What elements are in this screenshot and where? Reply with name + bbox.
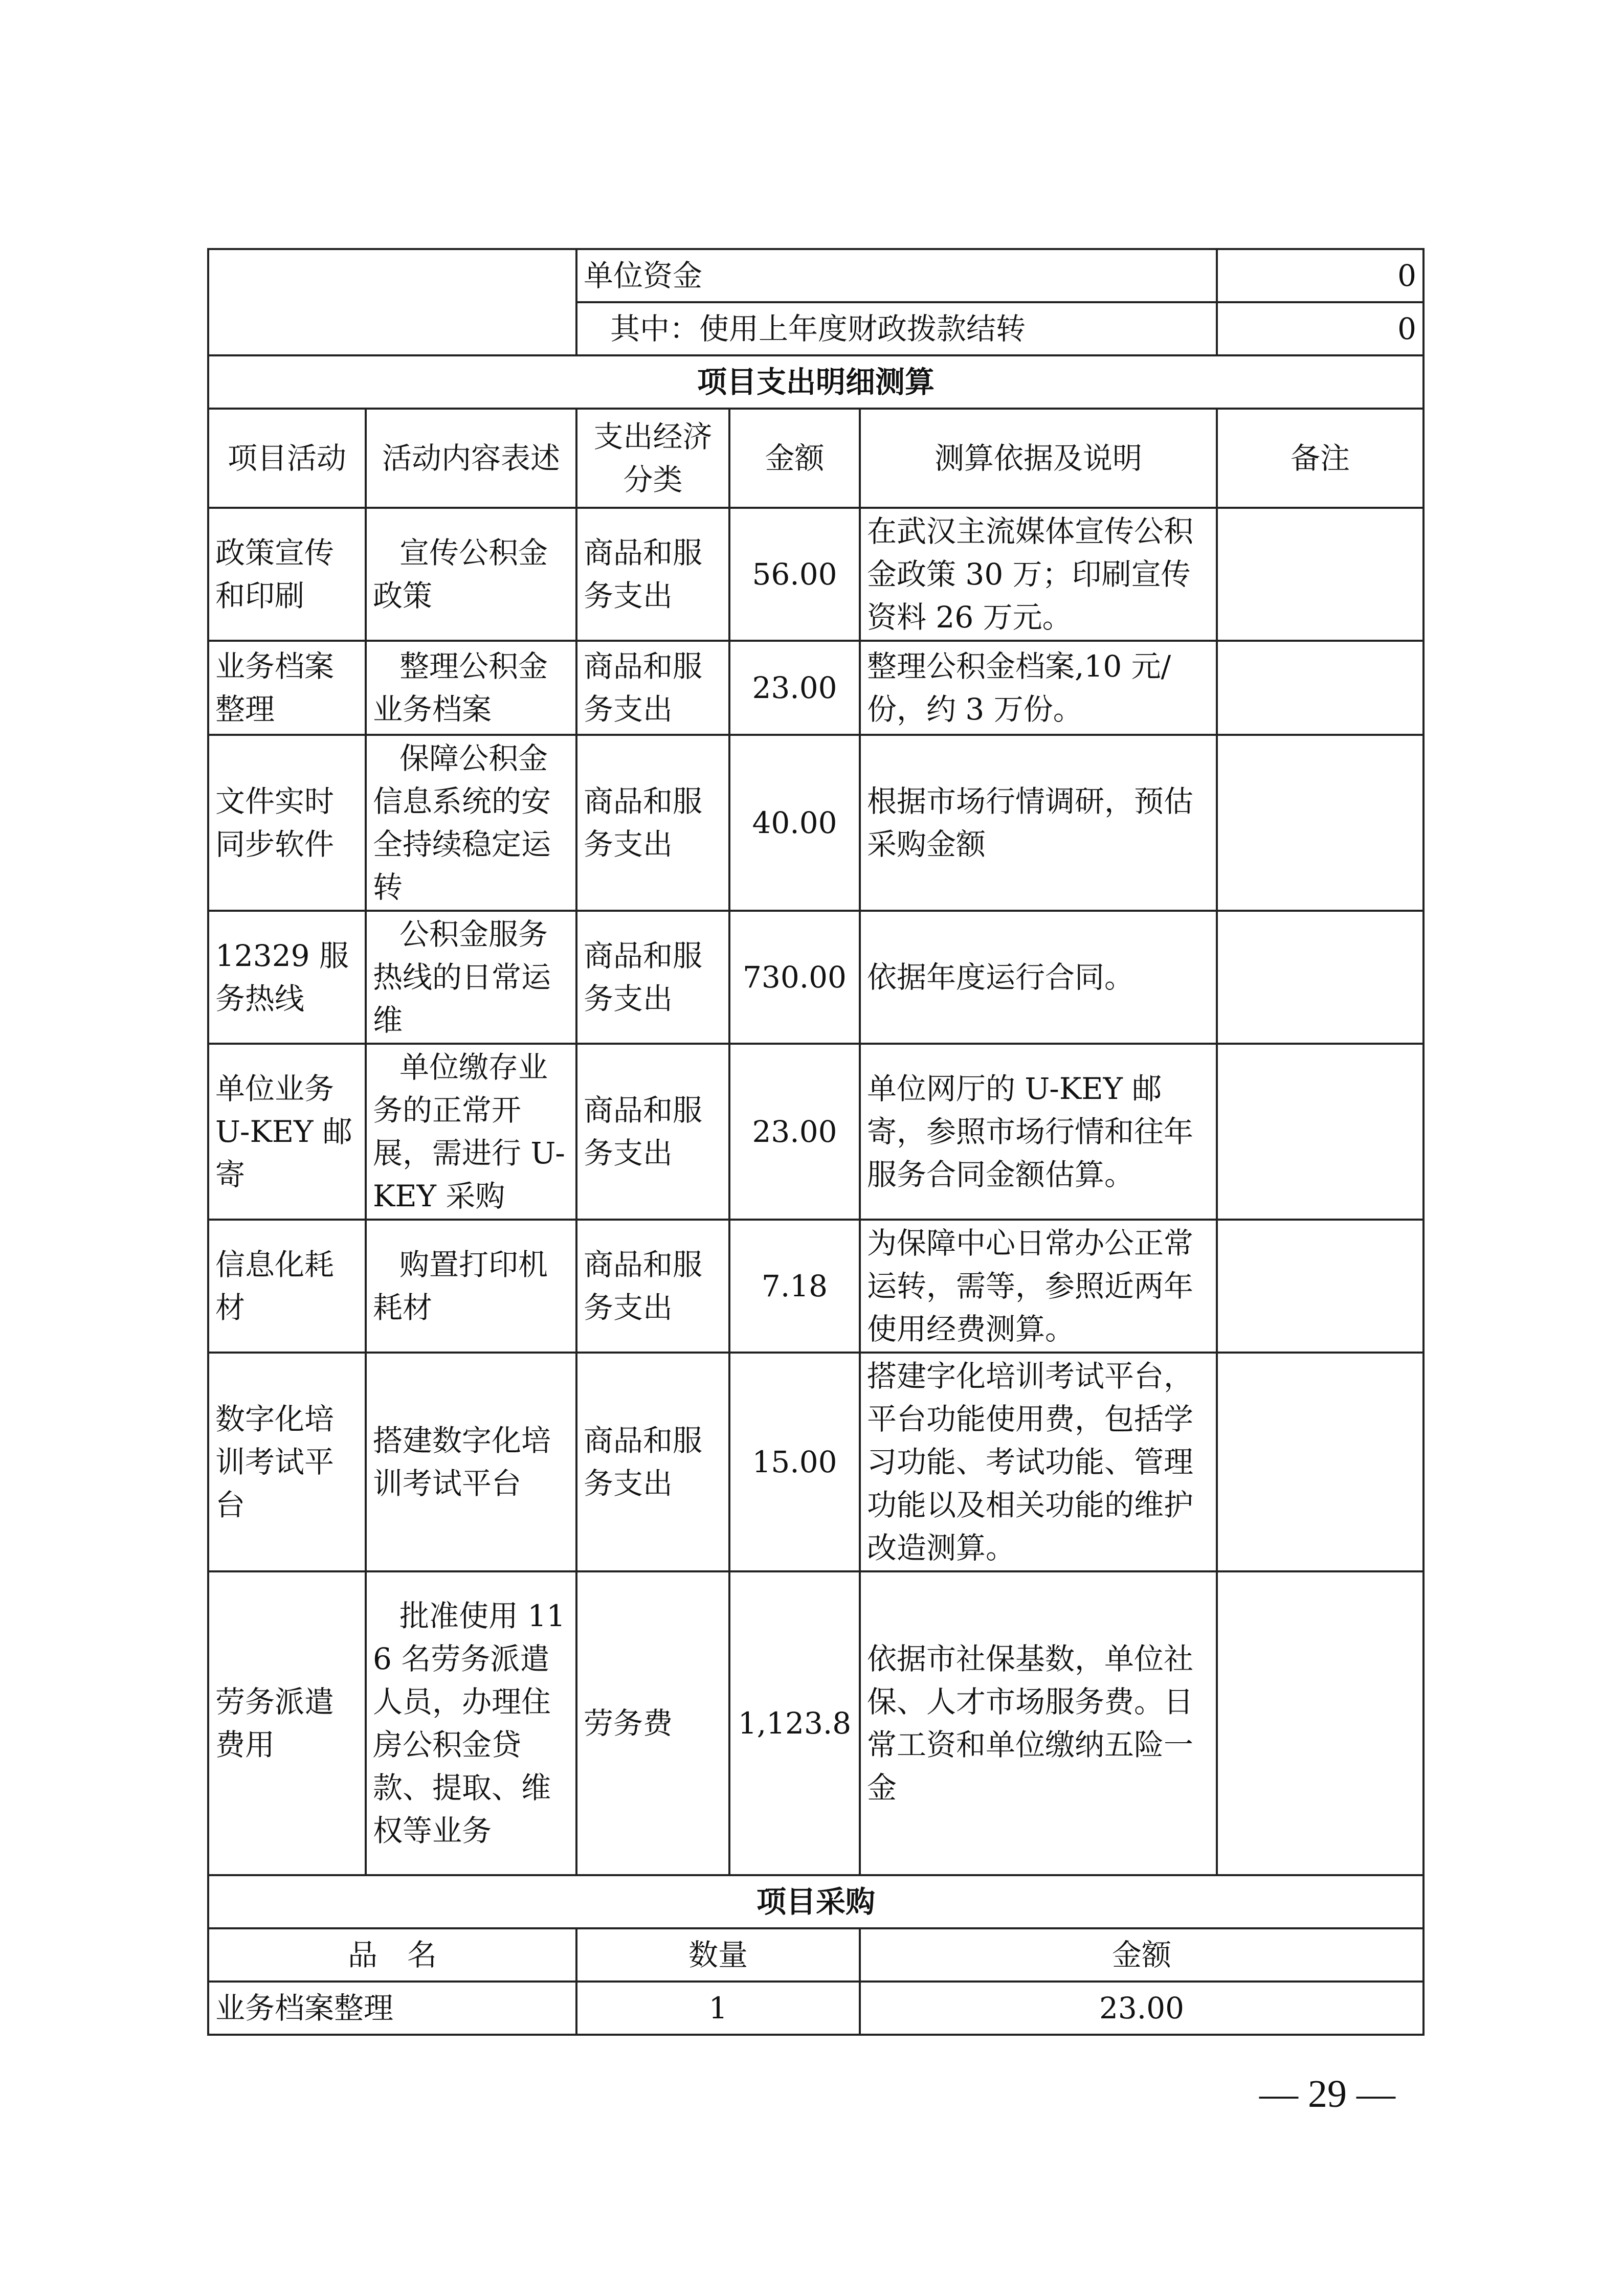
- description-cell: 购置打印机耗材: [366, 1220, 576, 1353]
- amount-cell: 23.00: [729, 641, 860, 735]
- remark-cell: [1217, 911, 1423, 1044]
- category-cell: 商品和服务支出: [576, 1044, 729, 1220]
- detail-title-row: [208, 355, 1423, 409]
- header-description: 活动内容表述: [366, 409, 576, 508]
- basis-cell: 在武汉主流媒体宣传公积金政策 30 万；印刷宣传资料 26 万元。: [860, 508, 1217, 641]
- activity-cell: 业务档案整理: [208, 641, 366, 735]
- table-row: [208, 508, 1423, 641]
- table-row: [208, 1220, 1423, 1353]
- procurement-header-name: 品 名: [208, 1928, 576, 1982]
- description-cell: 批准使用 116 名劳务派遣人员，办理住房公积金贷款、提取、维权等业务: [366, 1571, 576, 1875]
- unit-funds-row: [208, 249, 1423, 302]
- procurement-section-title: 项目采购: [208, 1875, 1423, 1928]
- category-cell: 商品和服务支出: [576, 508, 729, 641]
- basis-cell: 依据市社保基数，单位社保、人才市场服务费。日常工资和单位缴纳五险一金: [860, 1571, 1217, 1875]
- amount-cell: 15.00: [729, 1353, 860, 1571]
- description-cell: 整理公积金业务档案: [366, 641, 576, 735]
- detail-header-row: [208, 409, 1423, 508]
- description-cell: 保障公积金信息系统的安全持续稳定运转: [366, 735, 576, 911]
- remark-cell: [1217, 641, 1423, 735]
- basis-cell: 依据年度运行合同。: [860, 911, 1217, 1044]
- detail-section-title: 项目支出明细测算: [208, 355, 1423, 409]
- basis-cell: 整理公积金档案,10 元/份，约 3 万份。: [860, 641, 1217, 735]
- activity-cell: 12329 服务热线: [208, 911, 366, 1044]
- description-cell: 公积金服务热线的日常运维: [366, 911, 576, 1044]
- amount-cell: 7.18: [729, 1220, 860, 1353]
- procurement-header-row: [208, 1928, 1423, 1982]
- procurement-title-row: [208, 1875, 1423, 1928]
- header-remark: 备注: [1217, 409, 1423, 508]
- activity-cell: 单位业务 U-KEY 邮寄: [208, 1044, 366, 1220]
- remark-cell: [1217, 1571, 1423, 1875]
- table-row: [208, 1571, 1423, 1875]
- table-row: [208, 1044, 1423, 1220]
- procurement-header-amount: 金额: [860, 1928, 1423, 1982]
- category-cell: 商品和服务支出: [576, 735, 729, 911]
- activity-cell: 文件实时同步软件: [208, 735, 366, 911]
- procurement-header-quantity: 数量: [576, 1928, 860, 1982]
- page-number: — 29 —: [1259, 2073, 1395, 2115]
- category-cell: 劳务费: [576, 1571, 729, 1875]
- amount-cell: 23.00: [729, 1044, 860, 1220]
- basis-cell: 根据市场行情调研，预估采购金额: [860, 735, 1217, 911]
- remark-cell: [1217, 1220, 1423, 1353]
- unit-funds-label: 单位资金: [576, 249, 1217, 302]
- description-cell: 宣传公积金政策: [366, 508, 576, 641]
- header-basis: 测算依据及说明: [860, 409, 1217, 508]
- category-cell: 商品和服务支出: [576, 641, 729, 735]
- funding-blank-cell: [208, 249, 576, 355]
- description-cell: 单位缴存业务的正常开展，需进行 U-KEY 采购: [366, 1044, 576, 1220]
- category-cell: 商品和服务支出: [576, 1220, 729, 1353]
- procurement-row: [208, 1982, 1423, 2035]
- table-row: [208, 911, 1423, 1044]
- table-row: [208, 641, 1423, 735]
- carryover-value: 0: [1217, 302, 1423, 355]
- amount-cell: 56.00: [729, 508, 860, 641]
- remark-cell: [1217, 508, 1423, 641]
- unit-funds-value: 0: [1217, 249, 1423, 302]
- header-category: 支出经济分类: [576, 409, 729, 508]
- activity-cell: 信息化耗材: [208, 1220, 366, 1353]
- description-cell: 搭建数字化培训考试平台: [366, 1353, 576, 1571]
- remark-cell: [1217, 1044, 1423, 1220]
- procurement-amount-cell: 23.00: [860, 1982, 1423, 2035]
- amount-cell: 40.00: [729, 735, 860, 911]
- basis-cell: 搭建字化培训考试平台，平台功能使用费，包括学习功能、考试功能、管理功能以及相关功能的维护改造测算。: [860, 1353, 1217, 1571]
- basis-cell: 为保障中心日常办公正常运转，需等，参照近两年使用经费测算。: [860, 1220, 1217, 1353]
- table-row: [208, 1353, 1423, 1571]
- table-row: [208, 735, 1423, 911]
- remark-cell: [1217, 735, 1423, 911]
- procurement-quantity-cell: 1: [576, 1982, 860, 2035]
- amount-cell: 1,123.8: [729, 1571, 860, 1875]
- header-amount: 金额: [729, 409, 860, 508]
- remark-cell: [1217, 1353, 1423, 1571]
- budget-table: [207, 248, 1425, 2036]
- basis-cell: 单位网厅的 U-KEY 邮寄，参照市场行情和往年服务合同金额估算。: [860, 1044, 1217, 1220]
- header-activity: 项目活动: [208, 409, 366, 508]
- activity-cell: 劳务派遣费用: [208, 1571, 366, 1875]
- amount-cell: 730.00: [729, 911, 860, 1044]
- category-cell: 商品和服务支出: [576, 911, 729, 1044]
- carryover-label: 其中：使用上年度财政拨款结转: [576, 302, 1217, 355]
- activity-cell: 数字化培训考试平台: [208, 1353, 366, 1571]
- category-cell: 商品和服务支出: [576, 1353, 729, 1571]
- activity-cell: 政策宣传和印刷: [208, 508, 366, 641]
- procurement-name-cell: 业务档案整理: [208, 1982, 576, 2035]
